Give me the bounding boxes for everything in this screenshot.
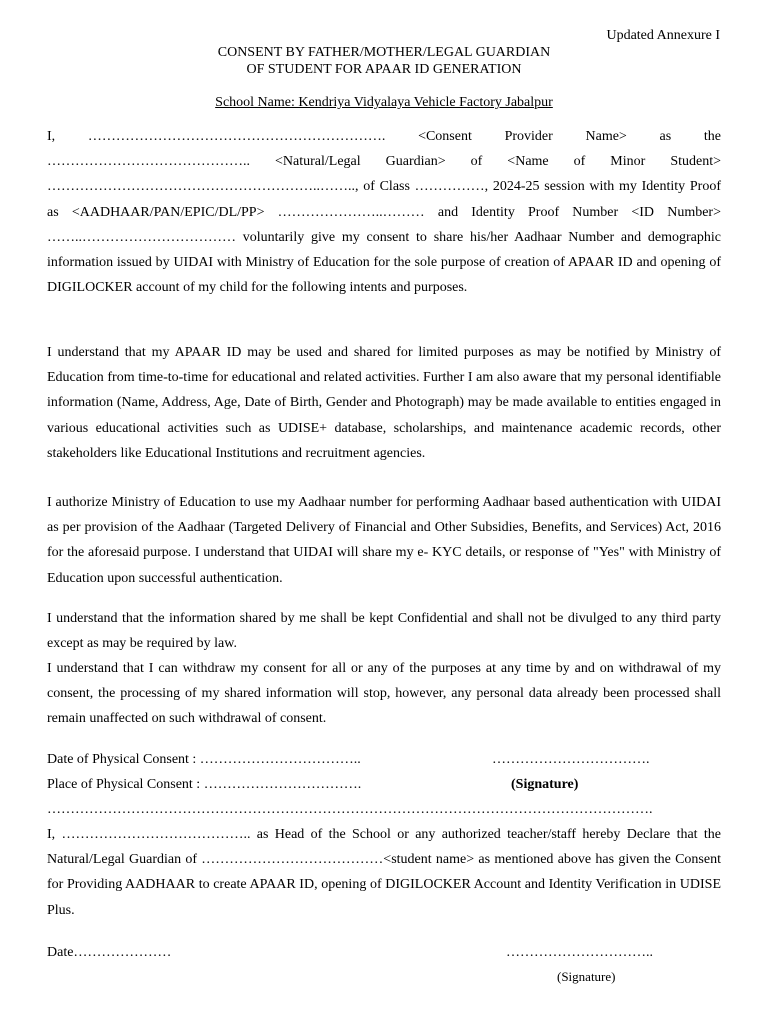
consent-paragraph-2: [47, 340, 721, 466]
paragraph-text: I, ………………………………….. as Head of the School or any authorized teacher/staff hereby Declare that the Natural/Legal Guardian of …………………………………<student name> as mentioned above has given the Consent for Providing AADHAAR to create APAAR ID, opening of DIGILOCKER Account and Identity Verification in UDISE Plus.: [47, 827, 721, 918]
consent-paragraph-1: [47, 124, 721, 300]
place-of-consent: Place of Physical Consent : …………………………….: [47, 777, 362, 792]
annexure-label: Updated Annexure I: [606, 28, 720, 43]
date-of-consent: Date of Physical Consent : ……………………………..: [47, 752, 361, 767]
consent-paragraph-4: [47, 606, 721, 656]
form-title-line1: CONSENT BY FATHER/MOTHER/LEGAL GUARDIAN: [217, 45, 551, 60]
paragraph-text: I authorize Ministry of Education to use my Aadhaar number for performing Aadhaar based authentication with UIDAI as per provision of the Aadhaar (Targeted Delivery of Financial and Other Subsidies, Benefits, and Services) Act, 2016 for the aforesaid purpose. I understand that UIDAI will share my e- KYC details, or response of "Yes" with Ministry of Education upon successful authentication.: [47, 495, 721, 586]
form-title-line2: OF STUDENT FOR APAAR ID GENERATION: [246, 62, 522, 77]
head-signature-line: …………………………..: [506, 945, 653, 960]
school-declaration-paragraph: [47, 822, 721, 923]
paragraph-text: I, ………………………………………………………. <Consent Provider Name> as the …………………………………….. <Natural/Legal Guardian> of <Name of Minor Student> …………………………………………………..…….., of Class ……………, 2024-25 session with my Identity Proof as <AADHAAR/PAN/EPIC/DL/PP> …………………..……… and Identity Proof Number <ID Number> ……..…………………………… voluntarily give my consent to share his/her Aadhaar Number and demographic information issued by UIDAI with Ministry of Education for the sole purpose of creation of APAAR ID and opening of DIGILOCKER account of my child for the following intents and purposes.: [47, 129, 721, 296]
consent-paragraph-5: [47, 656, 721, 732]
form-title: [0, 44, 768, 78]
school-name: School Name: Kendriya Vidyalaya Vehicle Factory Jabalpur: [215, 95, 553, 110]
consent-paragraph-3: [47, 490, 721, 591]
section-divider: ………………………………………………………………………………………………………………….: [47, 802, 653, 817]
guardian-signature-label: (Signature): [511, 777, 579, 792]
head-signature-label: (Signature): [557, 969, 616, 984]
paragraph-text: I understand that my APAAR ID may be used and shared for limited purposes as may be notified by Ministry of Education from time-to-time for educational and related activities. Further I am also aware that my personal identifiable information (Name, Address, Age, Date of Birth, Gender and Photograph) may be made available to entities engaged in various educational activities such as UDISE+ database, scholarships, and maintenance academic records, other stakeholders like Educational Institutions and recruitment agencies.: [47, 345, 721, 461]
declaration-date: Date…………………: [47, 945, 172, 960]
paragraph-text: I understand that the information shared by me shall be kept Confidential and shall not be divulged to any third party except as may be required by law.: [47, 611, 721, 652]
signature-line: …………………………….: [492, 752, 650, 767]
paragraph-text: I understand that I can withdraw my consent for all or any of the purposes at any time by and on withdrawal of my consent, the processing of my shared information will stop, however, any personal data already been processed shall remain unaffected on such withdrawal of consent.: [47, 661, 721, 727]
